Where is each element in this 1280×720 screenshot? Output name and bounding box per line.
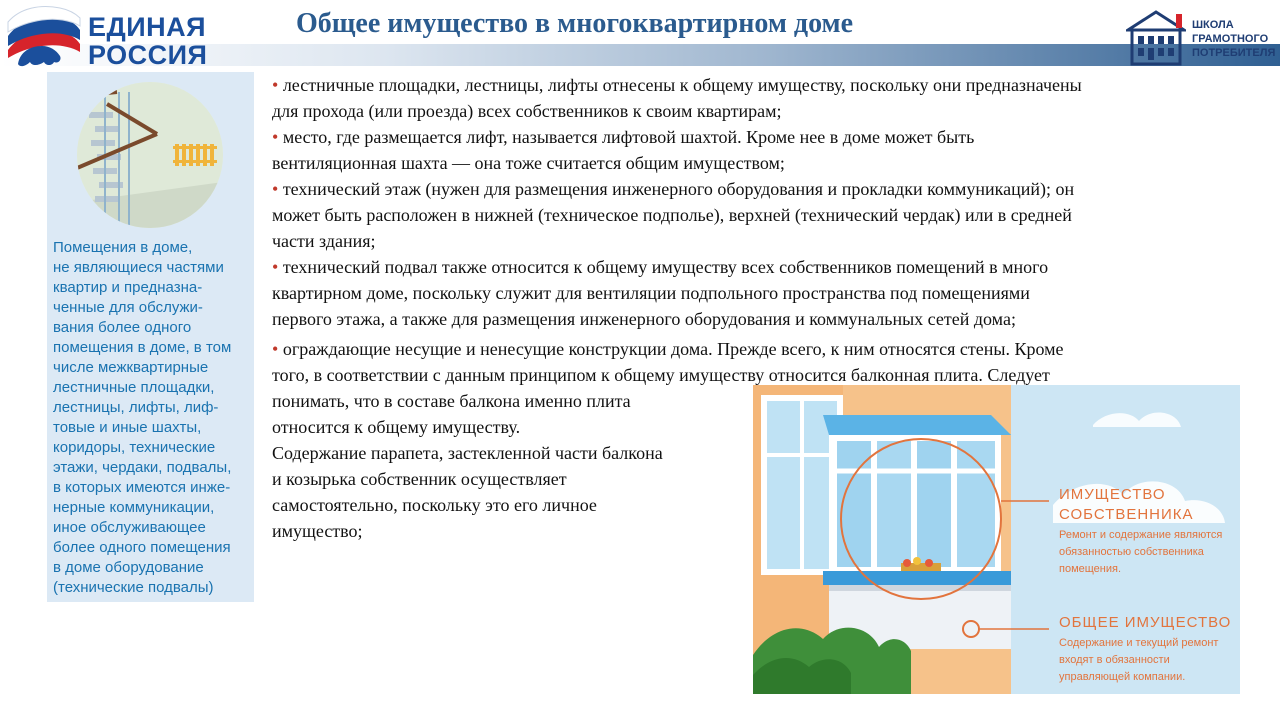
- sidebar-definition-text: [53, 238, 251, 598]
- common-property-desc-3: управляющей компании.: [1059, 671, 1186, 683]
- paragraph-line: и козырька собственник осуществляет: [272, 469, 567, 489]
- sidebar-line: товые и иные шахты,: [53, 419, 202, 436]
- paragraph-line: • технический этаж (нужен для размещения инженерного оборудования и прокладки коммуникаций); он: [272, 179, 1075, 199]
- owner-property-desc-2: обязанностью собственника: [1059, 546, 1204, 558]
- sidebar-line: квартир и предназна-: [53, 279, 203, 296]
- owner-property-desc-3: помещения.: [1059, 563, 1122, 575]
- paragraph-line: того, в соответствии с данным принципом к общему имуществу относится балконная плита. Следует: [272, 365, 1050, 385]
- owner-property-title-1: ИМУЩЕСТВО: [1059, 486, 1166, 503]
- united-russia-logo: [6, 6, 226, 70]
- sidebar-line: в которых имеются инже-: [53, 479, 231, 496]
- paragraph-line: вентиляционная шахта — она тоже считается общим имуществом;: [272, 153, 785, 173]
- sidebar-line: в доме оборудование: [53, 559, 204, 576]
- school-line-2: ГРАМОТНОГО: [1192, 33, 1269, 45]
- paragraph-line: • ограждающие несущие и ненесущие конструкции дома. Прежде всего, к ним относятся стены. Кроме: [272, 339, 1064, 359]
- paragraph-line: • технический подвал также относится к общему имуществу всех собственников помещений в много: [272, 257, 1049, 277]
- common-property-desc-2: входят в обязанности: [1059, 654, 1170, 666]
- paragraph-line: относится к общему имуществу.: [272, 417, 521, 437]
- bear-flag-icon: [6, 6, 82, 68]
- sidebar-line: иное обслуживающее: [53, 519, 206, 536]
- sidebar-line: вания более одного: [53, 319, 192, 336]
- school-line-1: ШКОЛА: [1192, 19, 1234, 31]
- sidebar-line: (технические подвалы): [53, 579, 214, 596]
- owner-property-desc-1: Ремонт и содержание являются: [1059, 529, 1223, 541]
- common-property-title: ОБЩЕЕ ИМУЩЕСТВО: [1059, 614, 1232, 631]
- bullet-icon: •: [272, 75, 279, 95]
- sidebar-line: не являющиеся частями: [53, 259, 224, 276]
- paragraph-shafts: [272, 124, 1232, 176]
- sidebar-line: более одного помещения: [53, 539, 231, 556]
- common-property-desc-1: Содержание и текущий ремонт: [1059, 637, 1219, 649]
- paragraph-stairs: [272, 72, 1232, 124]
- sidebar-line: этажи, чердаки, подвалы,: [53, 459, 232, 476]
- sidebar-line: коридоры, технические: [53, 439, 216, 456]
- owner-property-title-2: СОБСТВЕННИКА: [1059, 506, 1194, 523]
- bullet-icon: •: [272, 257, 279, 277]
- sidebar-panel: [47, 72, 254, 602]
- sidebar-line: ченные для обслужи-: [53, 299, 203, 316]
- balcony-illustration: [753, 385, 1240, 694]
- paragraph-line: квартирном доме, поскольку служит для вентиляции подпольного пространства под помещениями: [272, 283, 1030, 303]
- paragraph-line: первого этажа, а также для размещения инженерного оборудования и коммунальных сетей дома;: [272, 309, 1016, 329]
- paragraph-basement: [272, 254, 1232, 332]
- paragraph-line: самостоятельно, поскольку это его личное: [272, 495, 597, 515]
- paragraph-line: может быть расположен в нижней (техническое подполье), верхней (технический чердак) или в средней: [272, 205, 1072, 225]
- sidebar-line: числе межквартирные: [53, 359, 209, 376]
- bullet-icon: •: [272, 127, 279, 147]
- school-building-icon: [1126, 8, 1186, 66]
- sidebar-line: лестницы, лифты, лиф-: [53, 399, 219, 416]
- staircase-illustration: [77, 82, 223, 228]
- paragraph-line: для прохода (или проезда) всех собственников к своим квартирам;: [272, 101, 782, 121]
- logo-line-1: ЕДИНАЯ: [88, 12, 207, 42]
- paragraph-line: части здания;: [272, 231, 376, 251]
- sidebar-line: помещения в доме, в том: [53, 339, 232, 356]
- sidebar-line: нерные коммуникации,: [53, 499, 215, 516]
- paragraph-tech-floor: [272, 176, 1232, 254]
- page-title: Общее имущество в многоквартирном доме: [296, 8, 854, 39]
- paragraph-line: понимать, что в составе балкона именно плита: [272, 391, 631, 411]
- bullet-icon: •: [272, 179, 279, 199]
- paragraph-line: • место, где размещается лифт, называется лифтовой шахтой. Кроме нее в доме может быть: [272, 127, 975, 147]
- school-logo: [1126, 8, 1278, 68]
- school-line-3: ПОТРЕБИТЕЛЯ: [1192, 47, 1276, 59]
- sidebar-line: Помещения в доме,: [53, 239, 193, 256]
- bullet-icon: •: [272, 339, 279, 359]
- paragraph-line: • лестничные площадки, лестницы, лифты отнесены к общему имуществу, поскольку они предназначены: [272, 75, 1082, 95]
- paragraph-line: имущество;: [272, 521, 363, 541]
- logo-line-2: РОССИЯ: [88, 40, 208, 70]
- sidebar-line: лестничные площадки,: [53, 379, 215, 396]
- paragraph-line: Содержание парапета, застекленной части балкона: [272, 443, 663, 463]
